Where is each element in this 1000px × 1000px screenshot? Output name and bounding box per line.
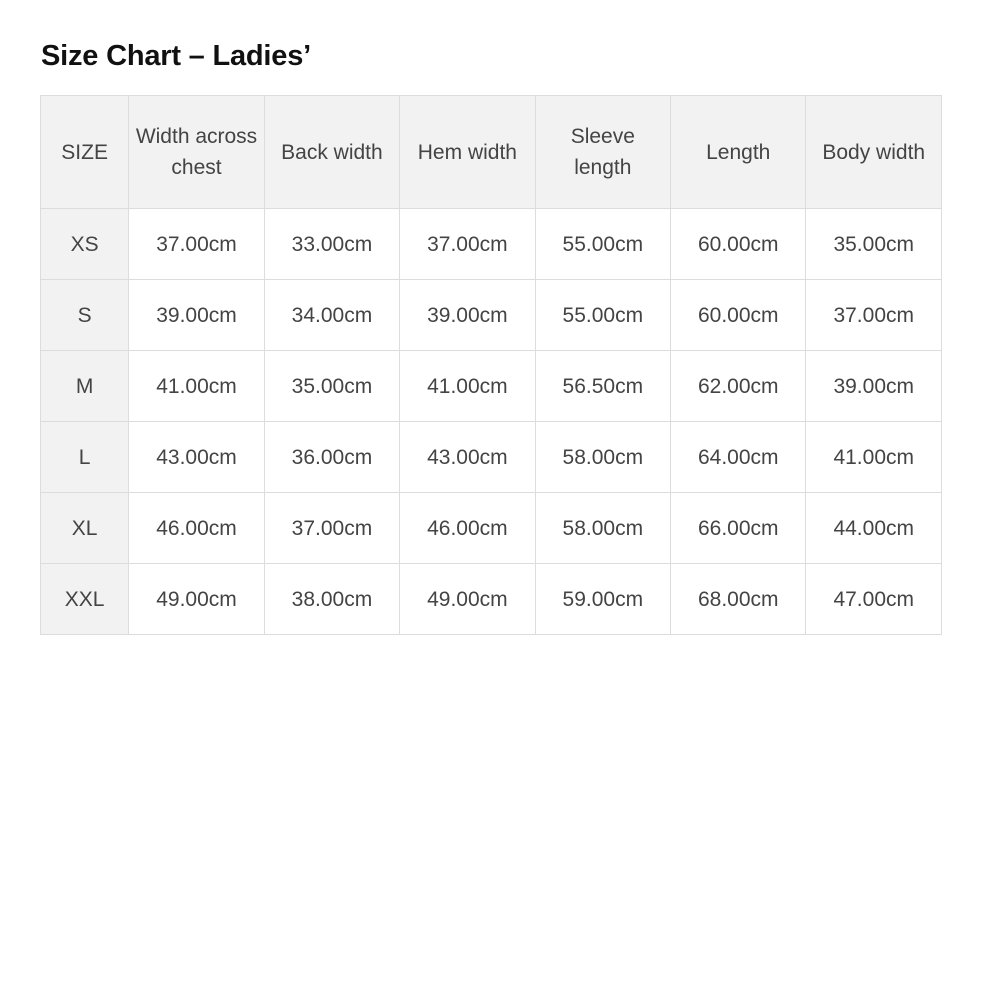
table-cell: 37.00cm xyxy=(264,493,399,564)
table-cell: 35.00cm xyxy=(264,351,399,422)
header-length: Length xyxy=(671,96,806,209)
header-row xyxy=(41,96,942,209)
table-cell: 58.00cm xyxy=(535,493,670,564)
table-cell: 41.00cm xyxy=(400,351,535,422)
table-cell: 39.00cm xyxy=(806,351,942,422)
table-cell: 43.00cm xyxy=(129,422,264,493)
table-cell: 64.00cm xyxy=(671,422,806,493)
table-cell: 33.00cm xyxy=(264,209,399,280)
table-cell: 39.00cm xyxy=(129,280,264,351)
table-cell: 37.00cm xyxy=(806,280,942,351)
size-chart-table xyxy=(40,95,942,635)
table-cell: 66.00cm xyxy=(671,493,806,564)
table-cell: 41.00cm xyxy=(806,422,942,493)
table-cell: 39.00cm xyxy=(400,280,535,351)
table-cell: 68.00cm xyxy=(671,564,806,635)
table-cell: 47.00cm xyxy=(806,564,942,635)
table-row xyxy=(41,209,942,280)
table-cell: 38.00cm xyxy=(264,564,399,635)
table-cell: 49.00cm xyxy=(400,564,535,635)
page-title: Size Chart – Ladies’ xyxy=(41,40,311,72)
size-cell: S xyxy=(41,280,129,351)
table-cell: 35.00cm xyxy=(806,209,942,280)
header-size: SIZE xyxy=(41,96,129,209)
size-cell: L xyxy=(41,422,129,493)
table-cell: 36.00cm xyxy=(264,422,399,493)
table-cell: 37.00cm xyxy=(129,209,264,280)
table-cell: 34.00cm xyxy=(264,280,399,351)
table-row xyxy=(41,493,942,564)
table-cell: 46.00cm xyxy=(129,493,264,564)
table-cell: 59.00cm xyxy=(535,564,670,635)
table-row xyxy=(41,422,942,493)
header-sleeve-length: Sleeve length xyxy=(535,96,670,209)
size-cell: XS xyxy=(41,209,129,280)
table-cell: 56.50cm xyxy=(535,351,670,422)
header-body-width: Body width xyxy=(806,96,942,209)
table-row xyxy=(41,280,942,351)
table-row xyxy=(41,564,942,635)
table-cell: 60.00cm xyxy=(671,280,806,351)
table-cell: 60.00cm xyxy=(671,209,806,280)
header-back-width: Back width xyxy=(264,96,399,209)
size-cell: XXL xyxy=(41,564,129,635)
table-cell: 49.00cm xyxy=(129,564,264,635)
header-width-across-chest: Width across chest xyxy=(129,96,264,209)
table-cell: 46.00cm xyxy=(400,493,535,564)
table-cell: 44.00cm xyxy=(806,493,942,564)
table-row xyxy=(41,351,942,422)
table-cell: 58.00cm xyxy=(535,422,670,493)
table-cell: 41.00cm xyxy=(129,351,264,422)
size-cell: XL xyxy=(41,493,129,564)
table-cell: 37.00cm xyxy=(400,209,535,280)
header-hem-width: Hem width xyxy=(400,96,535,209)
table-cell: 55.00cm xyxy=(535,280,670,351)
table-cell: 62.00cm xyxy=(671,351,806,422)
table-cell: 55.00cm xyxy=(535,209,670,280)
size-cell: M xyxy=(41,351,129,422)
table-cell: 43.00cm xyxy=(400,422,535,493)
